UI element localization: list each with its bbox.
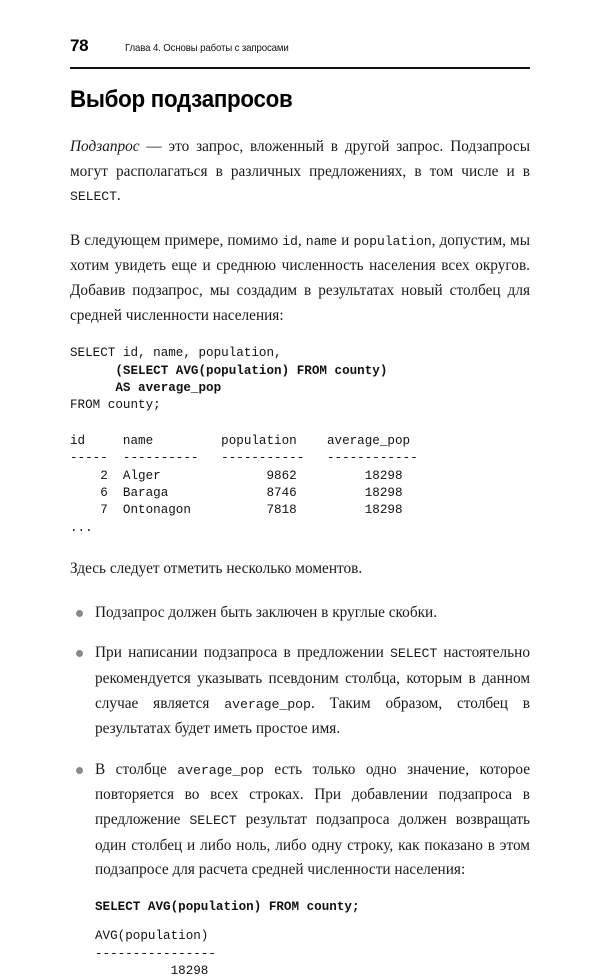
intro-2-text-a: В следующем примере, помимо	[70, 231, 283, 249]
bullet-dot-icon	[76, 650, 83, 657]
content-column	[70, 86, 530, 980]
bullet-2-text-a: При написании подзапроса в предложении	[95, 644, 390, 662]
results-header-row: id name population average_pop	[70, 433, 411, 448]
avg-query-statement	[95, 899, 530, 916]
sql-query-block	[70, 345, 530, 415]
inline-code-select: SELECT	[70, 189, 117, 205]
bullet-2-text-c: . Таким образом, столбец в результатах будет иметь простое имя.	[95, 694, 530, 738]
sql-query-line-2	[70, 363, 530, 380]
avg-output-header: AVG(population)	[95, 929, 209, 944]
inline-code-average-pop: average_pop	[224, 696, 311, 712]
notes-bullet-list	[70, 601, 530, 883]
intro-2-text-c: и	[337, 231, 354, 249]
intro-paragraph-1	[70, 135, 530, 210]
list-item	[70, 601, 530, 626]
lead-in-paragraph: Здесь следует отметить несколько моментов.	[70, 560, 363, 578]
avg-query-block	[95, 899, 530, 980]
inline-code-name: name	[305, 233, 338, 249]
intro-1-text-c: .	[116, 187, 121, 205]
bullet-3-text-c: результат подзапроса должен возвращать один столбец и либо ноль, либо одну строку, как показано в этом подзапросе для расчета средней численности населения:	[95, 810, 531, 879]
bullet-1-text-a: Подзапрос должен быть заключен в круглые скобки.	[95, 603, 438, 621]
sql-query-line-2-bold: (SELECT AVG(population) FROM county)	[70, 363, 388, 378]
sql-query-line-4: FROM county;	[70, 398, 161, 413]
bullet-3-text-b: есть только одно значение, которое повторяется во всех строках. При добавлении подзапроса в предложение	[95, 760, 530, 828]
table-row: 2 Alger 9862 18298	[70, 468, 403, 483]
avg-output-divider: ----------------	[95, 946, 216, 961]
sql-query-line-3	[70, 380, 530, 397]
inline-code-average-pop: average_pop	[177, 762, 264, 778]
table-row: 6 Baraga 8746 18298	[70, 486, 403, 500]
avg-query-statement-bold: SELECT AVG(population) FROM county;	[95, 899, 360, 914]
chapter-running-title: Глава 4. Основы работы с запросами	[125, 42, 289, 54]
sql-query-line-3-bold: AS average_pop	[70, 380, 222, 395]
table-row: 7 Ontonagon 7818 18298	[70, 503, 403, 518]
query-results-table	[70, 433, 530, 537]
inline-code-select: SELECT	[389, 646, 438, 662]
avg-output-value: 18298	[95, 963, 209, 978]
list-item	[70, 641, 530, 741]
inline-code-population: population	[353, 233, 432, 249]
defined-term: Подзапрос	[70, 138, 140, 155]
bullet-dot-icon	[76, 767, 83, 774]
results-ellipsis: ...	[70, 520, 93, 535]
section-heading: Выбор подзапросов	[70, 86, 293, 113]
bullet-3-text-a: В столбце	[95, 760, 178, 778]
intro-2-text-b: ,	[297, 231, 306, 249]
sql-query-line-1: SELECT id, name, population,	[70, 346, 282, 361]
page-number: 78	[70, 36, 89, 55]
intro-paragraph-2	[70, 229, 530, 328]
bullet-2-text-b: настоятельно рекомендуется указывать псевдоним столбца, которым в данном случае является	[95, 644, 530, 712]
intro-1-text-b: — это запрос, вложенный в другой запрос. Подзапросы могут располагаться в различных предложениях, в том числе и в	[70, 138, 530, 180]
header-rule	[70, 67, 530, 69]
list-item	[70, 758, 530, 883]
bullet-dot-icon	[76, 610, 83, 617]
intro-2-text-d: , допустим, мы хотим увидеть еще и среднюю численность населения всех округов. Добавив подзапрос, мы создадим в результатах новый столбец для средней численности населения:	[70, 231, 531, 324]
results-divider-row: ----- ---------- ----------- ------------	[70, 451, 418, 466]
running-head	[70, 36, 530, 56]
inline-code-id: id	[282, 233, 298, 249]
inline-code-select: SELECT	[189, 812, 237, 828]
